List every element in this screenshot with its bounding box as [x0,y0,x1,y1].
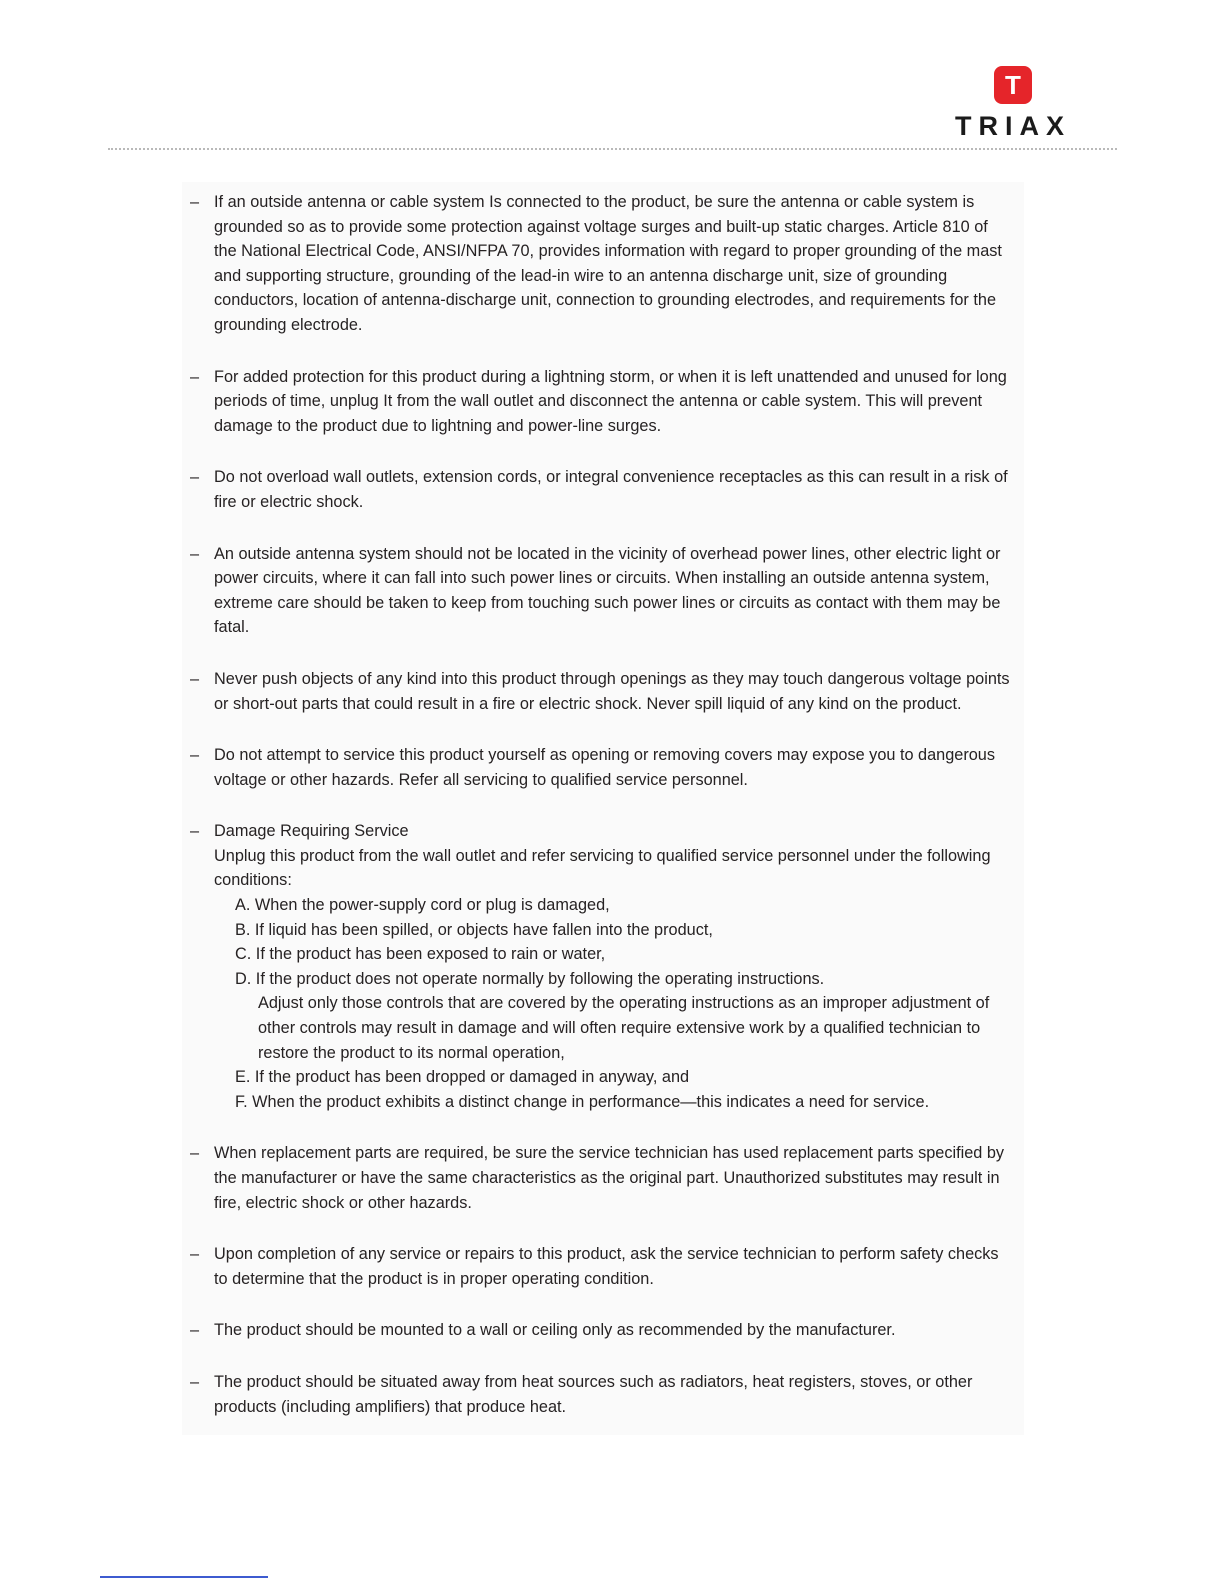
safety-item [190,667,1014,716]
triax-wordmark: TRIAX [955,111,1071,141]
safety-item-text: When replacement parts are required, be sure the service technician has used replacement parts specified by the manufacturer or have the same characteristics as the original part. Unauthorized substitutes may result in fire, electric shock or other hazards. [214,1144,1005,1212]
bullet-dash: – [190,468,200,487]
safety-item-text: Do not attempt to service this product yourself as opening or removing covers may expose you to dangerous voltage or other hazards. Refer all servicing to qualified service personnel. [214,746,996,789]
safety-item-text: Never push objects of any kind into this product through openings as they may touch dangerous voltage points or short-out parts that could result in a fire or electric shock. Never spill liquid of any kind on the product. [214,669,1010,713]
safety-item-text: The product should be mounted to a wall or ceiling only as recommended by the manufacturer. [214,1321,896,1340]
safety-item [190,1141,1014,1215]
damage-service-title: Damage Requiring Service [214,822,409,841]
safety-item-text: The product should be situated away from heat sources such as radiators, heat registers, stoves, or other products (including amplifiers) that produce heat. [214,1372,973,1416]
bullet-dash: – [190,193,200,211]
bullet-dash: – [190,669,200,688]
bullet-dash: – [190,822,200,841]
footer-link-underline[interactable] [100,1576,268,1578]
damage-condition-d: D. If the product does not operate normally by following the operating instructions. [235,969,825,988]
damage-condition-e: E. If the product has been dropped or damaged in anyway, and [235,1068,690,1087]
safety-item-text: Do not overload wall outlets, extension cords, or integral convenience receptacles as this can result in a risk of fire or electric shock. [214,468,1008,511]
bullet-dash: – [190,367,200,386]
bullet-dash: – [190,1372,200,1391]
safety-instructions-section [182,182,1024,1435]
safety-item-text: Upon completion of any service or repairs to this product, ask the service technician to perform safety checks to determine that the product is in proper operating condition. [214,1245,999,1288]
safety-item [190,542,1014,640]
damage-service-intro: Unplug this product from the wall outlet and refer servicing to qualified service personnel under the following conditions: [214,846,991,890]
safety-item-damage-requiring-service [190,819,1014,1114]
bullet-dash: – [190,746,200,765]
bullet-dash: – [190,1321,200,1340]
safety-item [190,1242,1014,1291]
damage-condition-f: F. When the product exhibits a distinct change in performance—this indicates a need for service. [235,1092,930,1111]
safety-item [190,190,1014,338]
safety-item [190,365,1014,439]
triax-logo [945,66,1081,142]
triax-logo-letter: T [1005,70,1021,100]
safety-item-text: An outside antenna system should not be located in the vicinity of overhead power lines, other electric light or power circuits, where it can fall into such power lines or circuits. When installing an outside antenna system, extreme care should be taken to keep from touching such power lines or circuits as contact with them may be fatal. [214,544,1001,637]
damage-condition-a: A. When the power-supply cord or plug is damaged, [235,896,610,915]
bullet-dash: – [190,1245,200,1264]
safety-item-text: For added protection for this product during a lightning storm, or when it is left unattended and unused for long periods of time, unplug It from the wall outlet and disconnect the antenna or cable system. This will prevent damage to the product due to lightning and power-line surges. [214,367,1007,435]
safety-item [190,1318,1014,1343]
damage-condition-b: B. If liquid has been spilled, or objects have fallen into the product, [235,920,713,939]
header-divider [108,148,1117,150]
safety-item [190,743,1014,792]
damage-condition-c: C. If the product has been exposed to rain or water, [235,945,606,964]
bullet-dash: – [190,1144,200,1163]
safety-item [190,1370,1014,1419]
damage-condition-d-continuation: Adjust only those controls that are covered by the operating instructions as an improper adjustment of other controls may result in damage and will often require extensive work by a qualified technician to restore the product to its normal operation, [258,994,990,1062]
safety-item [190,465,1014,514]
triax-logo-icon [994,66,1032,104]
bullet-dash: – [190,544,200,563]
safety-item-text: If an outside antenna or cable system Is connected to the product, be sure the antenna or cable system is grounded so as to provide some protection against voltage surges and built-up static charges. Article 810 of the National Electrical Code, ANSI/NFPA 70, provides information with regard to proper grounding of the mast and supporting structure, grounding of the lead-in wire to an antenna discharge unit, size of grounding conductors, location of antenna-discharge unit, connection to grounding electrodes, and requirements for the grounding electrode. [214,193,1002,334]
